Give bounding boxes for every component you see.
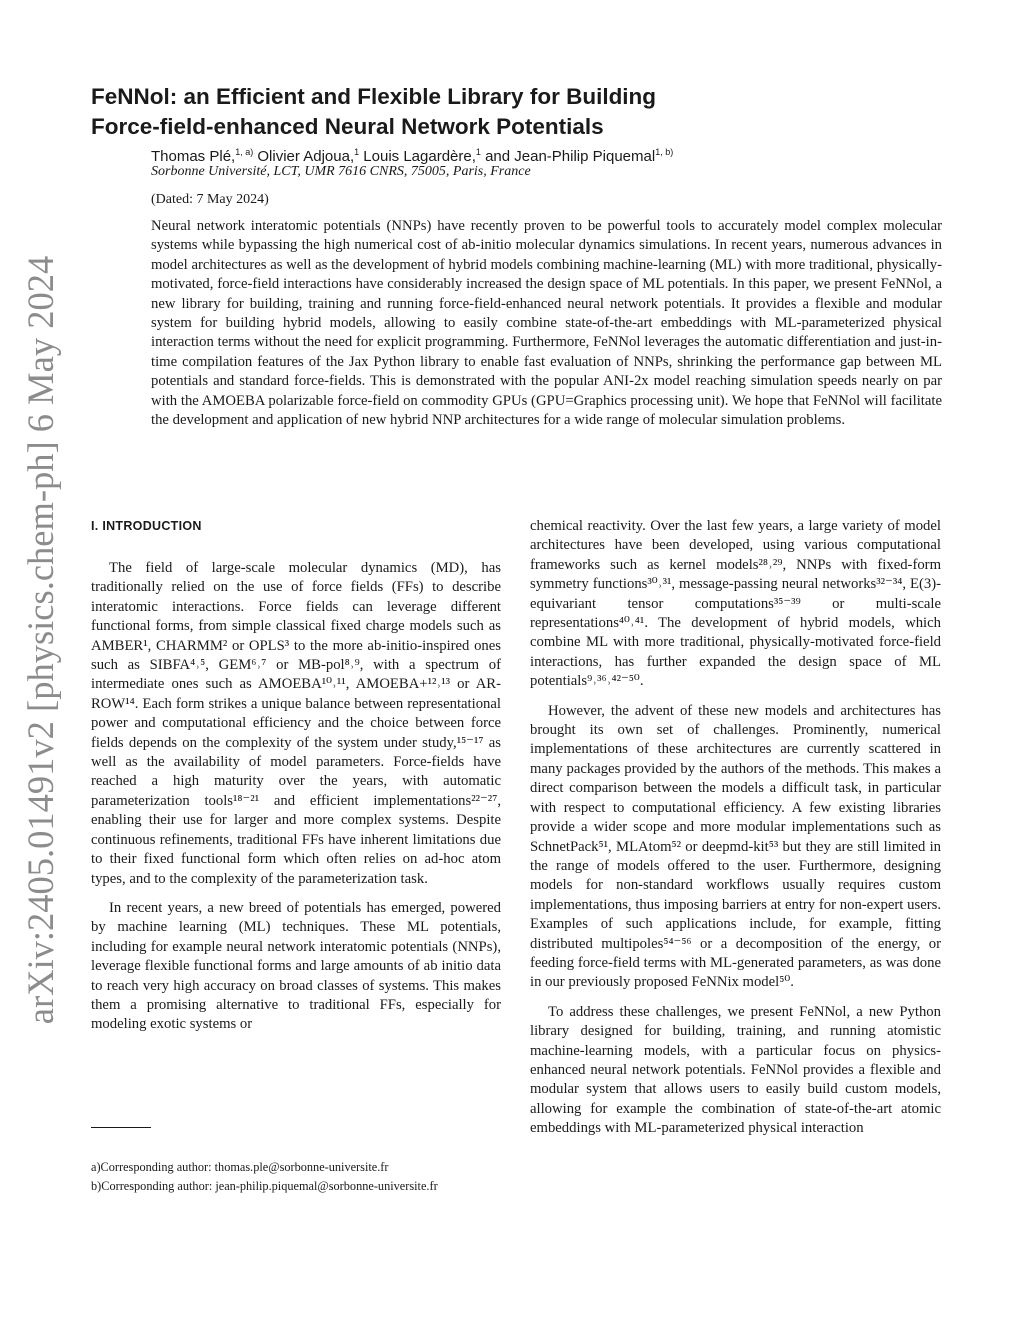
intro-paragraph: The field of large-scale molecular dynamics (MD), has traditionally relied on the use of force fields (FFs) to describe interatomic interactions. Force fields can leverage different functional forms, from simple classical fixed charge models such as AMBER¹, CHARMM² or OPLS³ to the more ab-initio-inspired ones such as SIBFA⁴˒⁵, GEM⁶˒⁷ or MB-pol⁸˒⁹, with a spectrum of intermediate ones such as AMOEBA¹⁰˒¹¹, AMOEBA+¹²˒¹³ or AR-ROW¹⁴. Each form strikes a unique balance between representational power and computational efficiency and the choice between force fields depends on the complexity of the system under study,¹⁵⁻¹⁷ as well as the availability of model parameters. Force-fields have reached a high maturity over the years, with automatic parameterization tools¹⁸⁻²¹ and efficient implementations²²⁻²⁷, enabling their use for larger and more complex systems. Despite continuous refinements, traditional FFs have inherent limitations due to their fixed functional form which often relies on ad-hoc atom types, and to the complexity of the parameterization task. (91, 560, 501, 887)
left-column (91, 559, 501, 1045)
intro-paragraph: chemical reactivity. Over the last few years, a large variety of model architectures have been developed, using various computational frameworks such as kernel models²⁸˒²⁹, NNPs with fixed-form symmetry functions³⁰˒³¹, message-passing neural networks³²⁻³⁴, E(3)-equivariant tensor computations³⁵⁻³⁹ or multi-scale representations⁴⁰˒⁴¹. The development of hybrid models, which combine ML with more traditional, physically-motivated force-field interactions, has further expanded the design space of ML potentials⁹˒³⁶˒⁴²⁻⁵⁰. (530, 518, 941, 690)
date-line: (Dated: 7 May 2024) (151, 192, 269, 207)
arxiv-identifier[interactable]: arXiv:2405.01491v2 [physics.chem-ph] 6 May 2024 (19, 255, 61, 1025)
section-heading-introduction: I. INTRODUCTION (91, 519, 202, 533)
author-affiliation-marks: 1 (354, 147, 360, 157)
paper-title (91, 82, 951, 142)
footnotes (91, 1159, 501, 1196)
footnote-separator (91, 1127, 151, 1128)
footnote-corresponding-author-a[interactable]: a)Corresponding author: thomas.ple@sorbonne-universite.fr (91, 1160, 389, 1174)
author-name: Thomas Plé, (151, 148, 236, 165)
author-name: and Jean-Philip Piquemal (485, 148, 656, 165)
intro-paragraph: To address these challenges, we present FeNNol, a new Python library designed for building, training, and running atomistic machine-learning models, with a particular focus on physics-enhanced neural network potentials. FeNNol provides a flexible and modular system that allows users to easily build custom models, allowing for example the combination of state-of-the-art atomic embeddings with ML-parameterized physical interaction (530, 1003, 941, 1137)
footnote-corresponding-author-b[interactable]: b)Corresponding author: jean-philip.piquemal@sorbonne-universite.fr (91, 1178, 438, 1193)
title-line-2: Force-field-enhanced Neural Network Potentials (91, 114, 604, 139)
intro-paragraph: However, the advent of these new models and architectures has brought its own set of challenges. Prominently, numerical implementations of these architectures are currently scattered in many packages provided by the authors of the methods. This makes a direct comparison between the models a difficult task, in particular with respect to computational efficiency. A few existing libraries provide a wider scope and more modular implementations such as SchnetPack⁵¹, MLAtom⁵² or deepmd-kit⁵³ but they are still limited in the range of models offered to the user. Furthermore, designing models for non-standard workflows usually requires custom implementations, thus imposing barriers at entry for non-expert users. Examples of such applications include, for example, fitting distributed multipoles⁵⁴⁻⁵⁶ or a decomposition of the energy, or feeding force-field terms with ML-generated parameters, as was done in our previously proposed FeNNix model⁵⁰. (530, 702, 941, 991)
intro-paragraph: In recent years, a new breed of potentials has emerged, powered by machine learning (ML) techniques. These ML potentials, including for example neural network interatomic potentials (NNPs), leverage flexible functional forms and large amounts of ab initio data to reach very high accuracy on broad classes of systems. This makes them a promising alternative to traditional FFs, especially for modeling exotic systems or (91, 899, 501, 1033)
author-name: Louis Lagardère, (363, 148, 476, 165)
author-affiliation-marks: 1, a) (235, 147, 254, 157)
author-affiliation-marks: 1, b) (655, 147, 674, 157)
author-name: Olivier Adjoua, (257, 148, 355, 165)
abstract: Neural network interatomic potentials (NNPs) have recently proven to be powerful tools to accurately model complex molecular systems while bypassing the high numerical cost of ab-initio molecular dynamics simulations. In recent years, numerous advances in model architectures as well as the development of hybrid models combining machine-learning (ML) with more traditional, physically-motivated, force-field interactions have considerably increased the design space of ML potentials. In this paper, we present FeNNol, a new library for building, training and running force-field-enhanced neural network potentials. It provides a flexible and modular system for building hybrid models, allowing to easily combine state-of-the-art embeddings with ML-parameterized physical interaction terms without the need for explicit programming. Furthermore, FeNNol leverages the automatic differentiation and just-in-time compilation features of the Jax Python library to enable fast evaluation of NNPs, shrinking the performance gap between ML potentials and standard force-fields. This is demonstrated with the popular ANI-2x model reaching simulation speeds nearly on par with the AMOEBA polarizable force-field on commodity GPUs (GPU=Graphics processing unit). We hope that FeNNol will facilitate the development and application of new hybrid NNP architectures for a wide range of molecular simulation problems. (151, 218, 942, 429)
affiliation: Sorbonne Université, LCT, UMR 7616 CNRS, 75005, Paris, France (151, 164, 531, 179)
title-line-1: FeNNol: an Efficient and Flexible Library for Building (91, 84, 657, 109)
author-affiliation-marks: 1 (475, 147, 481, 157)
right-column (530, 517, 941, 1149)
